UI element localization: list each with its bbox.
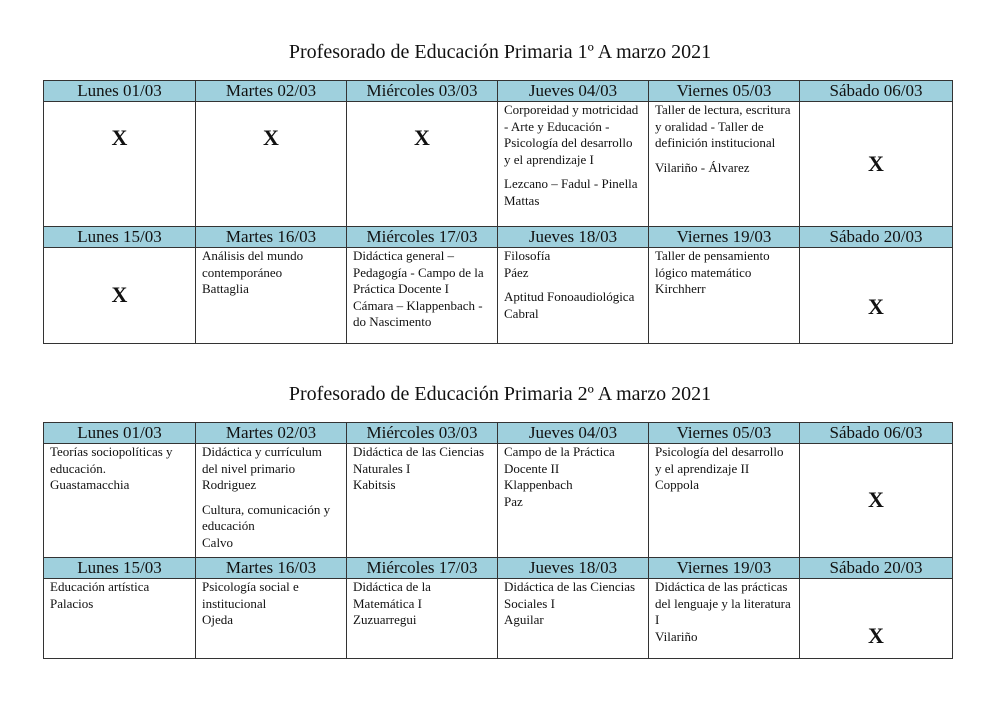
- day-header: Sábado 20/03: [800, 558, 953, 579]
- teacher-text: Coppola: [655, 477, 700, 492]
- teacher-text: Battaglia: [202, 281, 249, 296]
- teacher-text: Cámara – Klappenbach - do Nascimento: [353, 297, 483, 329]
- day-header: Jueves 18/03: [498, 558, 649, 579]
- class-cell: [498, 579, 649, 659]
- schedule-table: [43, 422, 953, 659]
- day-header-row: [44, 81, 953, 102]
- subject-text: Cultura, comunicación y educación: [202, 501, 331, 533]
- class-row: [44, 102, 953, 227]
- teacher-text: Rodriguez: [202, 477, 257, 492]
- day-header: Jueves 18/03: [498, 227, 649, 248]
- schedule-title: Profesorado de Educación Primaria 1º A marzo 2021: [288, 41, 712, 63]
- class-cell: [498, 102, 649, 227]
- subject-text: Didáctica de las Ciencias Sociales I: [504, 579, 636, 611]
- subject-text: Psicología del desarrollo y el aprendizaje II: [655, 444, 784, 476]
- subject-text: Didáctica general – Pedagogía - Campo de la Práctica Docente I: [353, 248, 484, 296]
- day-header-row: [44, 423, 953, 444]
- no-class-mark: X: [196, 102, 347, 227]
- class-cell: [347, 248, 498, 344]
- schedule-title: Profesorado de Educación Primaria 2º A marzo 2021: [288, 383, 712, 405]
- teacher-text: Kabitsis: [353, 477, 396, 492]
- day-header: Jueves 04/03: [498, 81, 649, 102]
- class-cell: [649, 102, 800, 227]
- class-cell: [196, 444, 347, 558]
- teacher-text: Zuzuarregui: [353, 612, 417, 627]
- teacher-text: Vilariño - Álvarez: [655, 159, 750, 175]
- subject-text: Educación artística: [50, 579, 150, 594]
- teacher-text: Ojeda: [202, 612, 234, 627]
- day-header-row: [44, 558, 953, 579]
- teacher-text: Lezcano – Fadul - Pinella Mattas: [504, 176, 638, 208]
- teacher-text: Cabral: [504, 305, 539, 321]
- day-header: Viernes 19/03: [649, 227, 800, 248]
- day-header-row: [44, 227, 953, 248]
- day-header: Martes 16/03: [196, 227, 347, 248]
- class-cell: [649, 444, 800, 558]
- teacher-text: Guastamacchia: [50, 477, 130, 492]
- day-header: Sábado 06/03: [800, 423, 953, 444]
- day-header: Viernes 05/03: [649, 81, 800, 102]
- no-class-mark: X: [44, 248, 196, 344]
- teacher-text: Klappenbach: [504, 477, 573, 492]
- class-cell: [347, 579, 498, 659]
- teacher-text: Vilariño: [655, 628, 698, 644]
- day-header: Viernes 05/03: [649, 423, 800, 444]
- class-row: [44, 248, 953, 344]
- subject-text: Teorías sociopolíticas y educación.: [50, 444, 173, 476]
- class-cell: [649, 248, 800, 344]
- subject-text: Taller de lectura, escritura y oralidad - Taller de definición institucional: [655, 102, 791, 150]
- subject-text: Didáctica de las prácticas del lenguaje y la literatura I: [655, 579, 791, 627]
- subject-text: Taller de pensamiento lógico matemático: [655, 248, 770, 280]
- schedule-table: [43, 80, 953, 344]
- no-class-mark: X: [347, 102, 498, 227]
- subject-text: Didáctica y currículum del nivel primario: [202, 444, 322, 476]
- day-header: Lunes 01/03: [44, 423, 196, 444]
- teacher-text: Páez: [504, 264, 529, 280]
- no-class-mark: X: [800, 444, 953, 558]
- teacher-text: Paz: [504, 493, 523, 509]
- teacher-text: Kirchherr: [655, 281, 706, 296]
- day-header: Sábado 06/03: [800, 81, 953, 102]
- class-cell: [196, 248, 347, 344]
- subject-text: Aptitud Fonoaudiológica: [504, 289, 635, 304]
- day-header: Miércoles 03/03: [347, 423, 498, 444]
- day-header: Miércoles 17/03: [347, 558, 498, 579]
- subject-text: Análisis del mundo contemporáneo: [202, 248, 304, 280]
- class-cell: [44, 579, 196, 659]
- day-header: Jueves 04/03: [498, 423, 649, 444]
- no-class-mark: X: [800, 579, 953, 659]
- class-cell: [498, 248, 649, 344]
- subject-text: Campo de la Práctica Docente II: [504, 444, 615, 476]
- class-row: [44, 579, 953, 659]
- class-cell: [196, 579, 347, 659]
- class-row: [44, 444, 953, 558]
- day-header: Martes 02/03: [196, 81, 347, 102]
- day-header: Lunes 01/03: [44, 81, 196, 102]
- no-class-mark: X: [800, 248, 953, 344]
- class-cell: [649, 579, 800, 659]
- day-header: Lunes 15/03: [44, 227, 196, 248]
- class-cell: [498, 444, 649, 558]
- no-class-mark: X: [44, 102, 196, 227]
- day-header: Miércoles 03/03: [347, 81, 498, 102]
- teacher-text: Palacios: [50, 595, 94, 611]
- teacher-text: Calvo: [202, 534, 234, 550]
- subject-text: Psicología social e institucional: [202, 579, 299, 611]
- class-cell: [44, 444, 196, 558]
- day-header: Lunes 15/03: [44, 558, 196, 579]
- teacher-text: Aguilar: [504, 612, 544, 627]
- day-header: Viernes 19/03: [649, 558, 800, 579]
- subject-text: Didáctica de las Ciencias Naturales I: [353, 444, 485, 476]
- day-header: Martes 16/03: [196, 558, 347, 579]
- no-class-mark: X: [800, 102, 953, 227]
- subject-text: Didáctica de la Matemática I: [353, 579, 431, 611]
- subject-text: Corporeidad y motricidad - Arte y Educación - Psicología del desarrollo y el aprendizaje I: [504, 102, 639, 167]
- subject-text: Filosofía: [504, 248, 551, 263]
- class-cell: [347, 444, 498, 558]
- day-header: Sábado 20/03: [800, 227, 953, 248]
- day-header: Martes 02/03: [196, 423, 347, 444]
- day-header: Miércoles 17/03: [347, 227, 498, 248]
